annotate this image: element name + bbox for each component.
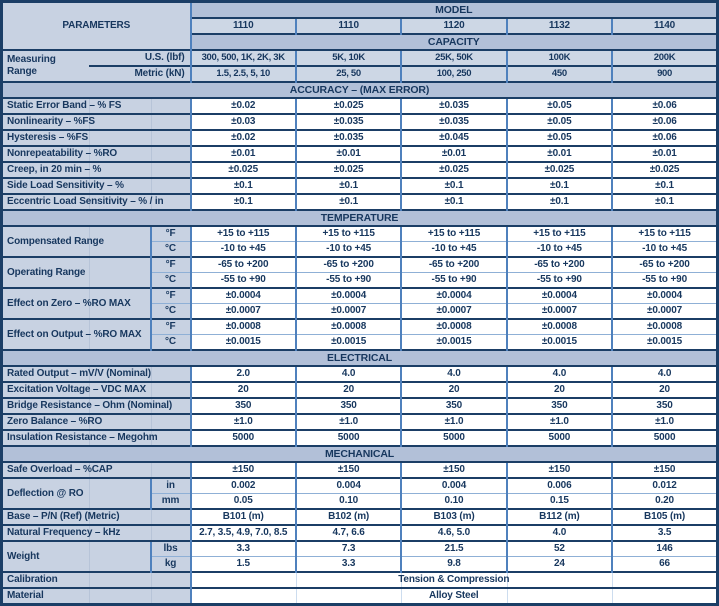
section-title: MECHANICAL xyxy=(2,446,718,462)
spec-value: ±150 xyxy=(191,462,296,478)
spec-row xyxy=(2,478,718,494)
us-unit-label: U.S. (lbf) xyxy=(89,50,191,66)
us-range-row xyxy=(2,50,718,66)
param-label: Excitation Voltage – VDC MAX xyxy=(2,382,191,398)
spec-value: B102 (m) xyxy=(296,509,401,525)
capacity-value: 450 xyxy=(507,66,612,82)
spec-value: ±0.01 xyxy=(612,146,717,162)
spec-value: 7.3 xyxy=(296,541,401,557)
spec-value: -10 to +45 xyxy=(296,242,401,258)
measuring-range-label: Measuring Range xyxy=(2,50,89,82)
unit-label: °C xyxy=(151,304,191,320)
spec-value: ±0.025 xyxy=(191,162,296,178)
spec-value: ±0.01 xyxy=(296,146,401,162)
parameters-header: PARAMETERS xyxy=(2,2,191,51)
spec-value: ±150 xyxy=(612,462,717,478)
spec-value: 4.0 xyxy=(507,525,612,541)
param-label: Effect on Zero – %RO MAX xyxy=(2,288,151,319)
spec-value: ±0.025 xyxy=(296,162,401,178)
spec-value: ±0.0007 xyxy=(191,304,296,320)
spec-value: ±0.06 xyxy=(612,98,717,114)
param-label: Eccentric Load Sensitivity – % / in xyxy=(2,194,191,210)
capacity-value: 5K, 10K xyxy=(296,50,401,66)
spec-value: 5000 xyxy=(507,430,612,446)
unit-label: °F xyxy=(151,319,191,335)
section-band-row xyxy=(2,82,718,98)
spec-value: 0.10 xyxy=(296,494,401,510)
spec-value: 5000 xyxy=(612,430,717,446)
unit-label: in xyxy=(151,478,191,494)
metric-range-row xyxy=(2,66,718,82)
spec-value: ±0.1 xyxy=(191,178,296,194)
capacity-value: 100, 250 xyxy=(401,66,506,82)
capacity-value: 300, 500, 1K, 2K, 3K xyxy=(191,50,296,66)
section-band-row xyxy=(2,446,718,462)
spec-value: -10 to +45 xyxy=(191,242,296,258)
param-label: Nonrepeatability – %RO xyxy=(2,146,191,162)
spec-value-merged: Tension & Compression xyxy=(191,572,718,588)
spec-value: ±0.05 xyxy=(507,98,612,114)
capacity-value: 1.5, 2.5, 5, 10 xyxy=(191,66,296,82)
spec-value: 9.8 xyxy=(401,557,506,573)
spec-row xyxy=(2,462,718,478)
spec-value: 0.004 xyxy=(296,478,401,494)
spec-value: -55 to +90 xyxy=(401,273,506,289)
spec-table-body xyxy=(2,2,718,605)
param-label: Hysteresis – %FS xyxy=(2,130,191,146)
spec-value: ±0.025 xyxy=(401,162,506,178)
spec-value: ±0.06 xyxy=(612,130,717,146)
spec-value: 350 xyxy=(507,398,612,414)
spec-value: ±0.0015 xyxy=(296,335,401,351)
spec-row xyxy=(2,257,718,273)
spec-value: -65 to +200 xyxy=(612,257,717,273)
unit-label: °C xyxy=(151,273,191,289)
spec-value: 1.5 xyxy=(191,557,296,573)
section-title: ELECTRICAL xyxy=(2,350,718,366)
capacity-header: CAPACITY xyxy=(191,34,718,50)
spec-row xyxy=(2,398,718,414)
spec-value: 3.3 xyxy=(296,557,401,573)
spec-value: ±0.1 xyxy=(507,194,612,210)
spec-value: ±0.01 xyxy=(401,146,506,162)
unit-label: mm xyxy=(151,494,191,510)
spec-value: ±0.06 xyxy=(612,114,717,130)
spec-value: ±0.1 xyxy=(401,194,506,210)
spec-row xyxy=(2,414,718,430)
spec-row xyxy=(2,430,718,446)
model-number: 1110 xyxy=(296,18,401,34)
model-header-row xyxy=(2,2,718,19)
spec-value: 20 xyxy=(507,382,612,398)
spec-value: 5000 xyxy=(296,430,401,446)
spec-value: -55 to +90 xyxy=(507,273,612,289)
spec-value: -55 to +90 xyxy=(296,273,401,289)
model-number: 1132 xyxy=(507,18,612,34)
model-number: 1140 xyxy=(612,18,717,34)
spec-value: 0.15 xyxy=(507,494,612,510)
capacity-value: 200K xyxy=(612,50,717,66)
spec-value: B112 (m) xyxy=(507,509,612,525)
spec-value: ±0.035 xyxy=(401,114,506,130)
spec-row xyxy=(2,588,718,605)
capacity-value: 25, 50 xyxy=(296,66,401,82)
spec-value: 0.006 xyxy=(507,478,612,494)
spec-value: -65 to +200 xyxy=(507,257,612,273)
spec-value: 3.3 xyxy=(191,541,296,557)
spec-value: ±0.1 xyxy=(401,178,506,194)
spec-row xyxy=(2,572,718,588)
spec-value: 350 xyxy=(401,398,506,414)
spec-row xyxy=(2,114,718,130)
spec-value: ±0.025 xyxy=(296,98,401,114)
param-label: Base – P/N (Ref) (Metric) xyxy=(2,509,191,525)
spec-row xyxy=(2,178,718,194)
spec-value: ±0.0015 xyxy=(191,335,296,351)
unit-label: °F xyxy=(151,257,191,273)
spec-value: 350 xyxy=(191,398,296,414)
spec-value: ±0.05 xyxy=(507,130,612,146)
param-label: Weight xyxy=(2,541,151,572)
unit-label: °C xyxy=(151,242,191,258)
spec-value: ±0.0008 xyxy=(401,319,506,335)
spec-value: ±0.1 xyxy=(507,178,612,194)
spec-row xyxy=(2,509,718,525)
param-label: Deflection @ RO xyxy=(2,478,151,509)
spec-value: ±0.0008 xyxy=(191,319,296,335)
spec-value: ±0.0004 xyxy=(191,288,296,304)
param-label: Side Load Sensitivity – % xyxy=(2,178,191,194)
param-label: Insulation Resistance – Megohm xyxy=(2,430,191,446)
spec-value: 146 xyxy=(612,541,717,557)
spec-row xyxy=(2,288,718,304)
spec-value: -10 to +45 xyxy=(401,242,506,258)
spec-value: +15 to +115 xyxy=(191,226,296,242)
unit-label: °F xyxy=(151,288,191,304)
spec-value: +15 to +115 xyxy=(612,226,717,242)
spec-value: 350 xyxy=(612,398,717,414)
param-label: Effect on Output – %RO MAX xyxy=(2,319,151,350)
spec-value: 4.6, 5.0 xyxy=(401,525,506,541)
param-label: Safe Overload – %CAP xyxy=(2,462,191,478)
spec-row xyxy=(2,366,718,382)
param-label: Static Error Band – % FS xyxy=(2,98,191,114)
spec-row xyxy=(2,146,718,162)
spec-value: 0.10 xyxy=(401,494,506,510)
param-label: Compensated Range xyxy=(2,226,151,257)
section-band-row xyxy=(2,350,718,366)
spec-row xyxy=(2,98,718,114)
spec-value: ±0.0004 xyxy=(296,288,401,304)
spec-value: 0.20 xyxy=(612,494,717,510)
spec-value: 52 xyxy=(507,541,612,557)
spec-value: ±0.01 xyxy=(191,146,296,162)
model-header: MODEL xyxy=(191,2,718,19)
spec-value: 350 xyxy=(296,398,401,414)
section-band-row xyxy=(2,210,718,226)
spec-value: 5000 xyxy=(191,430,296,446)
spec-value: B101 (m) xyxy=(191,509,296,525)
spec-row xyxy=(2,319,718,335)
spec-value: B105 (m) xyxy=(612,509,717,525)
spec-value: ±0.0007 xyxy=(507,304,612,320)
model-number: 1120 xyxy=(401,18,506,34)
spec-value: ±0.01 xyxy=(507,146,612,162)
spec-value: 0.002 xyxy=(191,478,296,494)
capacity-value: 900 xyxy=(612,66,717,82)
spec-value: 24 xyxy=(507,557,612,573)
spec-value: ±1.0 xyxy=(296,414,401,430)
spec-value: ±0.1 xyxy=(612,194,717,210)
spec-value: ±0.0007 xyxy=(401,304,506,320)
spec-value: -55 to +90 xyxy=(612,273,717,289)
spec-value-merged: Alloy Steel xyxy=(191,588,718,605)
param-label: Bridge Resistance – Ohm (Nominal) xyxy=(2,398,191,414)
spec-value: 0.004 xyxy=(401,478,506,494)
spec-value: -65 to +200 xyxy=(401,257,506,273)
spec-value: ±0.045 xyxy=(401,130,506,146)
spec-value: +15 to +115 xyxy=(507,226,612,242)
spec-value: ±0.0007 xyxy=(296,304,401,320)
param-label: Natural Frequency – kHz xyxy=(2,525,191,541)
spec-row xyxy=(2,130,718,146)
capacity-value: 100K xyxy=(507,50,612,66)
spec-value: +15 to +115 xyxy=(401,226,506,242)
unit-label: °F xyxy=(151,226,191,242)
spec-value: ±0.035 xyxy=(296,130,401,146)
spec-value: ±1.0 xyxy=(612,414,717,430)
spec-value: ±0.0008 xyxy=(507,319,612,335)
spec-value: ±0.1 xyxy=(296,194,401,210)
spec-value: 2.7, 3.5, 4.9, 7.0, 8.5 xyxy=(191,525,296,541)
unit-label: kg xyxy=(151,557,191,573)
spec-value: ±0.0008 xyxy=(296,319,401,335)
spec-value: ±0.0004 xyxy=(401,288,506,304)
param-label: Nonlinearity – %FS xyxy=(2,114,191,130)
spec-value: ±0.0015 xyxy=(612,335,717,351)
spec-value: 4.7, 6.6 xyxy=(296,525,401,541)
spec-row xyxy=(2,162,718,178)
spec-value: ±0.05 xyxy=(507,114,612,130)
param-label: Rated Output – mV/V (Nominal) xyxy=(2,366,191,382)
spec-row xyxy=(2,194,718,210)
spec-value: ±0.0007 xyxy=(612,304,717,320)
metric-unit-label: Metric (kN) xyxy=(89,66,191,82)
spec-row xyxy=(2,226,718,242)
spec-value: 20 xyxy=(296,382,401,398)
section-title: ACCURACY – (MAX ERROR) xyxy=(2,82,718,98)
spec-value: ±0.0008 xyxy=(612,319,717,335)
spec-value: ±0.0015 xyxy=(507,335,612,351)
spec-value: ±0.1 xyxy=(296,178,401,194)
spec-value: +15 to +115 xyxy=(296,226,401,242)
spec-value: -55 to +90 xyxy=(191,273,296,289)
unit-label: °C xyxy=(151,335,191,351)
spec-value: ±0.0015 xyxy=(401,335,506,351)
model-number: 1110 xyxy=(191,18,296,34)
spec-value: -10 to +45 xyxy=(507,242,612,258)
spec-value: 20 xyxy=(191,382,296,398)
spec-value: -10 to +45 xyxy=(612,242,717,258)
spec-value: ±0.035 xyxy=(401,98,506,114)
spec-value: ±0.1 xyxy=(191,194,296,210)
spec-value: 66 xyxy=(612,557,717,573)
spec-value: -65 to +200 xyxy=(296,257,401,273)
spec-value: 4.0 xyxy=(507,366,612,382)
spec-value: ±0.02 xyxy=(191,130,296,146)
spec-value: 2.0 xyxy=(191,366,296,382)
spec-value: ±150 xyxy=(296,462,401,478)
param-label: Calibration xyxy=(2,572,191,588)
spec-value: 5000 xyxy=(401,430,506,446)
spec-value: 21.5 xyxy=(401,541,506,557)
spec-value: ±150 xyxy=(401,462,506,478)
spec-row xyxy=(2,382,718,398)
spec-value: ±150 xyxy=(507,462,612,478)
spec-value: ±0.1 xyxy=(612,178,717,194)
spec-value: ±0.025 xyxy=(612,162,717,178)
spec-value: 20 xyxy=(612,382,717,398)
spec-value: 0.012 xyxy=(612,478,717,494)
param-label: Creep, in 20 min – % xyxy=(2,162,191,178)
spec-value: B103 (m) xyxy=(401,509,506,525)
spec-value: ±1.0 xyxy=(191,414,296,430)
spec-value: 4.0 xyxy=(401,366,506,382)
param-label: Zero Balance – %RO xyxy=(2,414,191,430)
capacity-value: 25K, 50K xyxy=(401,50,506,66)
spec-value: 0.05 xyxy=(191,494,296,510)
spec-value: ±0.03 xyxy=(191,114,296,130)
spec-value: 3.5 xyxy=(612,525,717,541)
param-label: Operating Range xyxy=(2,257,151,288)
param-label: Material xyxy=(2,588,191,605)
spec-value: ±1.0 xyxy=(507,414,612,430)
spec-value: ±0.025 xyxy=(507,162,612,178)
spec-value: ±0.035 xyxy=(296,114,401,130)
spec-value: ±0.0004 xyxy=(507,288,612,304)
spec-value: ±0.0004 xyxy=(612,288,717,304)
spec-row xyxy=(2,525,718,541)
spec-value: ±1.0 xyxy=(401,414,506,430)
spec-value: 4.0 xyxy=(612,366,717,382)
spec-value: 4.0 xyxy=(296,366,401,382)
spec-value: 20 xyxy=(401,382,506,398)
spec-value: ±0.02 xyxy=(191,98,296,114)
unit-label: lbs xyxy=(151,541,191,557)
spec-value: -65 to +200 xyxy=(191,257,296,273)
spec-row xyxy=(2,541,718,557)
section-title: TEMPERATURE xyxy=(2,210,718,226)
